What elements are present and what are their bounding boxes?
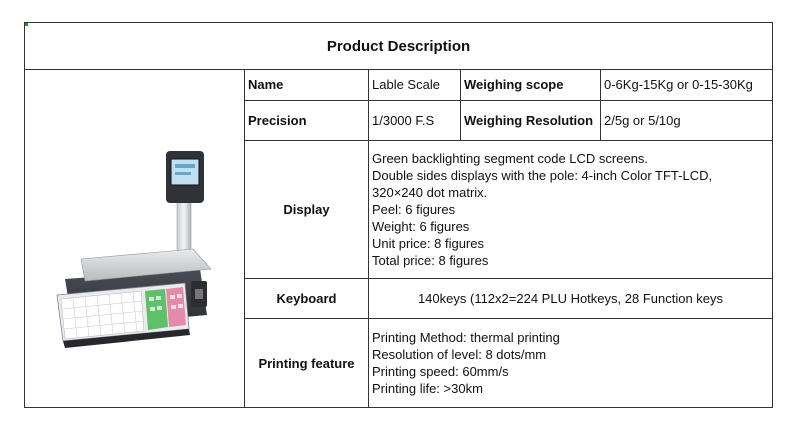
display-line: Total price: 8 figures [372, 253, 489, 268]
weighing-scope-value: 0-6Kg-15Kg or 0-15-30Kg [601, 69, 772, 101]
label-scale-illustration [25, 69, 244, 407]
weighing-resolution-label: Weighing Resolution [461, 101, 601, 141]
display-line: Green backlighting segment code LCD screens. [372, 151, 649, 166]
display-line: Double sides displays with the pole: 4-inch Color TFT-LCD, [372, 168, 713, 183]
name-value: Lable Scale [369, 69, 461, 101]
display-line: Unit price: 8 figures [372, 236, 484, 251]
table-title: Product Description [25, 23, 772, 70]
name-label: Name [245, 69, 369, 101]
spec-grid [245, 69, 772, 407]
display-line: Weight: 6 figures [372, 219, 470, 234]
printing-feature-value [369, 319, 772, 407]
printing-line: Printing life: >30km [372, 381, 483, 396]
weighing-resolution-value: 2/5g or 5/10g [601, 101, 772, 141]
display-line: 320×240 dot matrix. [372, 185, 488, 200]
keyboard-value: 140keys (112x2=224 PLU Hotkeys, 28 Function keys [369, 279, 772, 319]
printing-line: Printing Method: thermal printing [372, 330, 560, 345]
printing-feature-label: Printing feature [245, 319, 369, 407]
printing-line: Resolution of level: 8 dots/mm [372, 347, 547, 362]
printing-line: Printing speed: 60mm/s [372, 364, 509, 379]
display-value [369, 141, 772, 279]
product-description-table [24, 22, 773, 408]
product-image [25, 69, 245, 407]
precision-label: Precision [245, 101, 369, 141]
weighing-scope-label: Weighing scope [461, 69, 601, 101]
precision-value: 1/3000 F.S [369, 101, 461, 141]
display-line: Peel: 6 figures [372, 202, 456, 217]
keyboard-label: Keyboard [245, 279, 369, 319]
display-label: Display [245, 141, 369, 279]
